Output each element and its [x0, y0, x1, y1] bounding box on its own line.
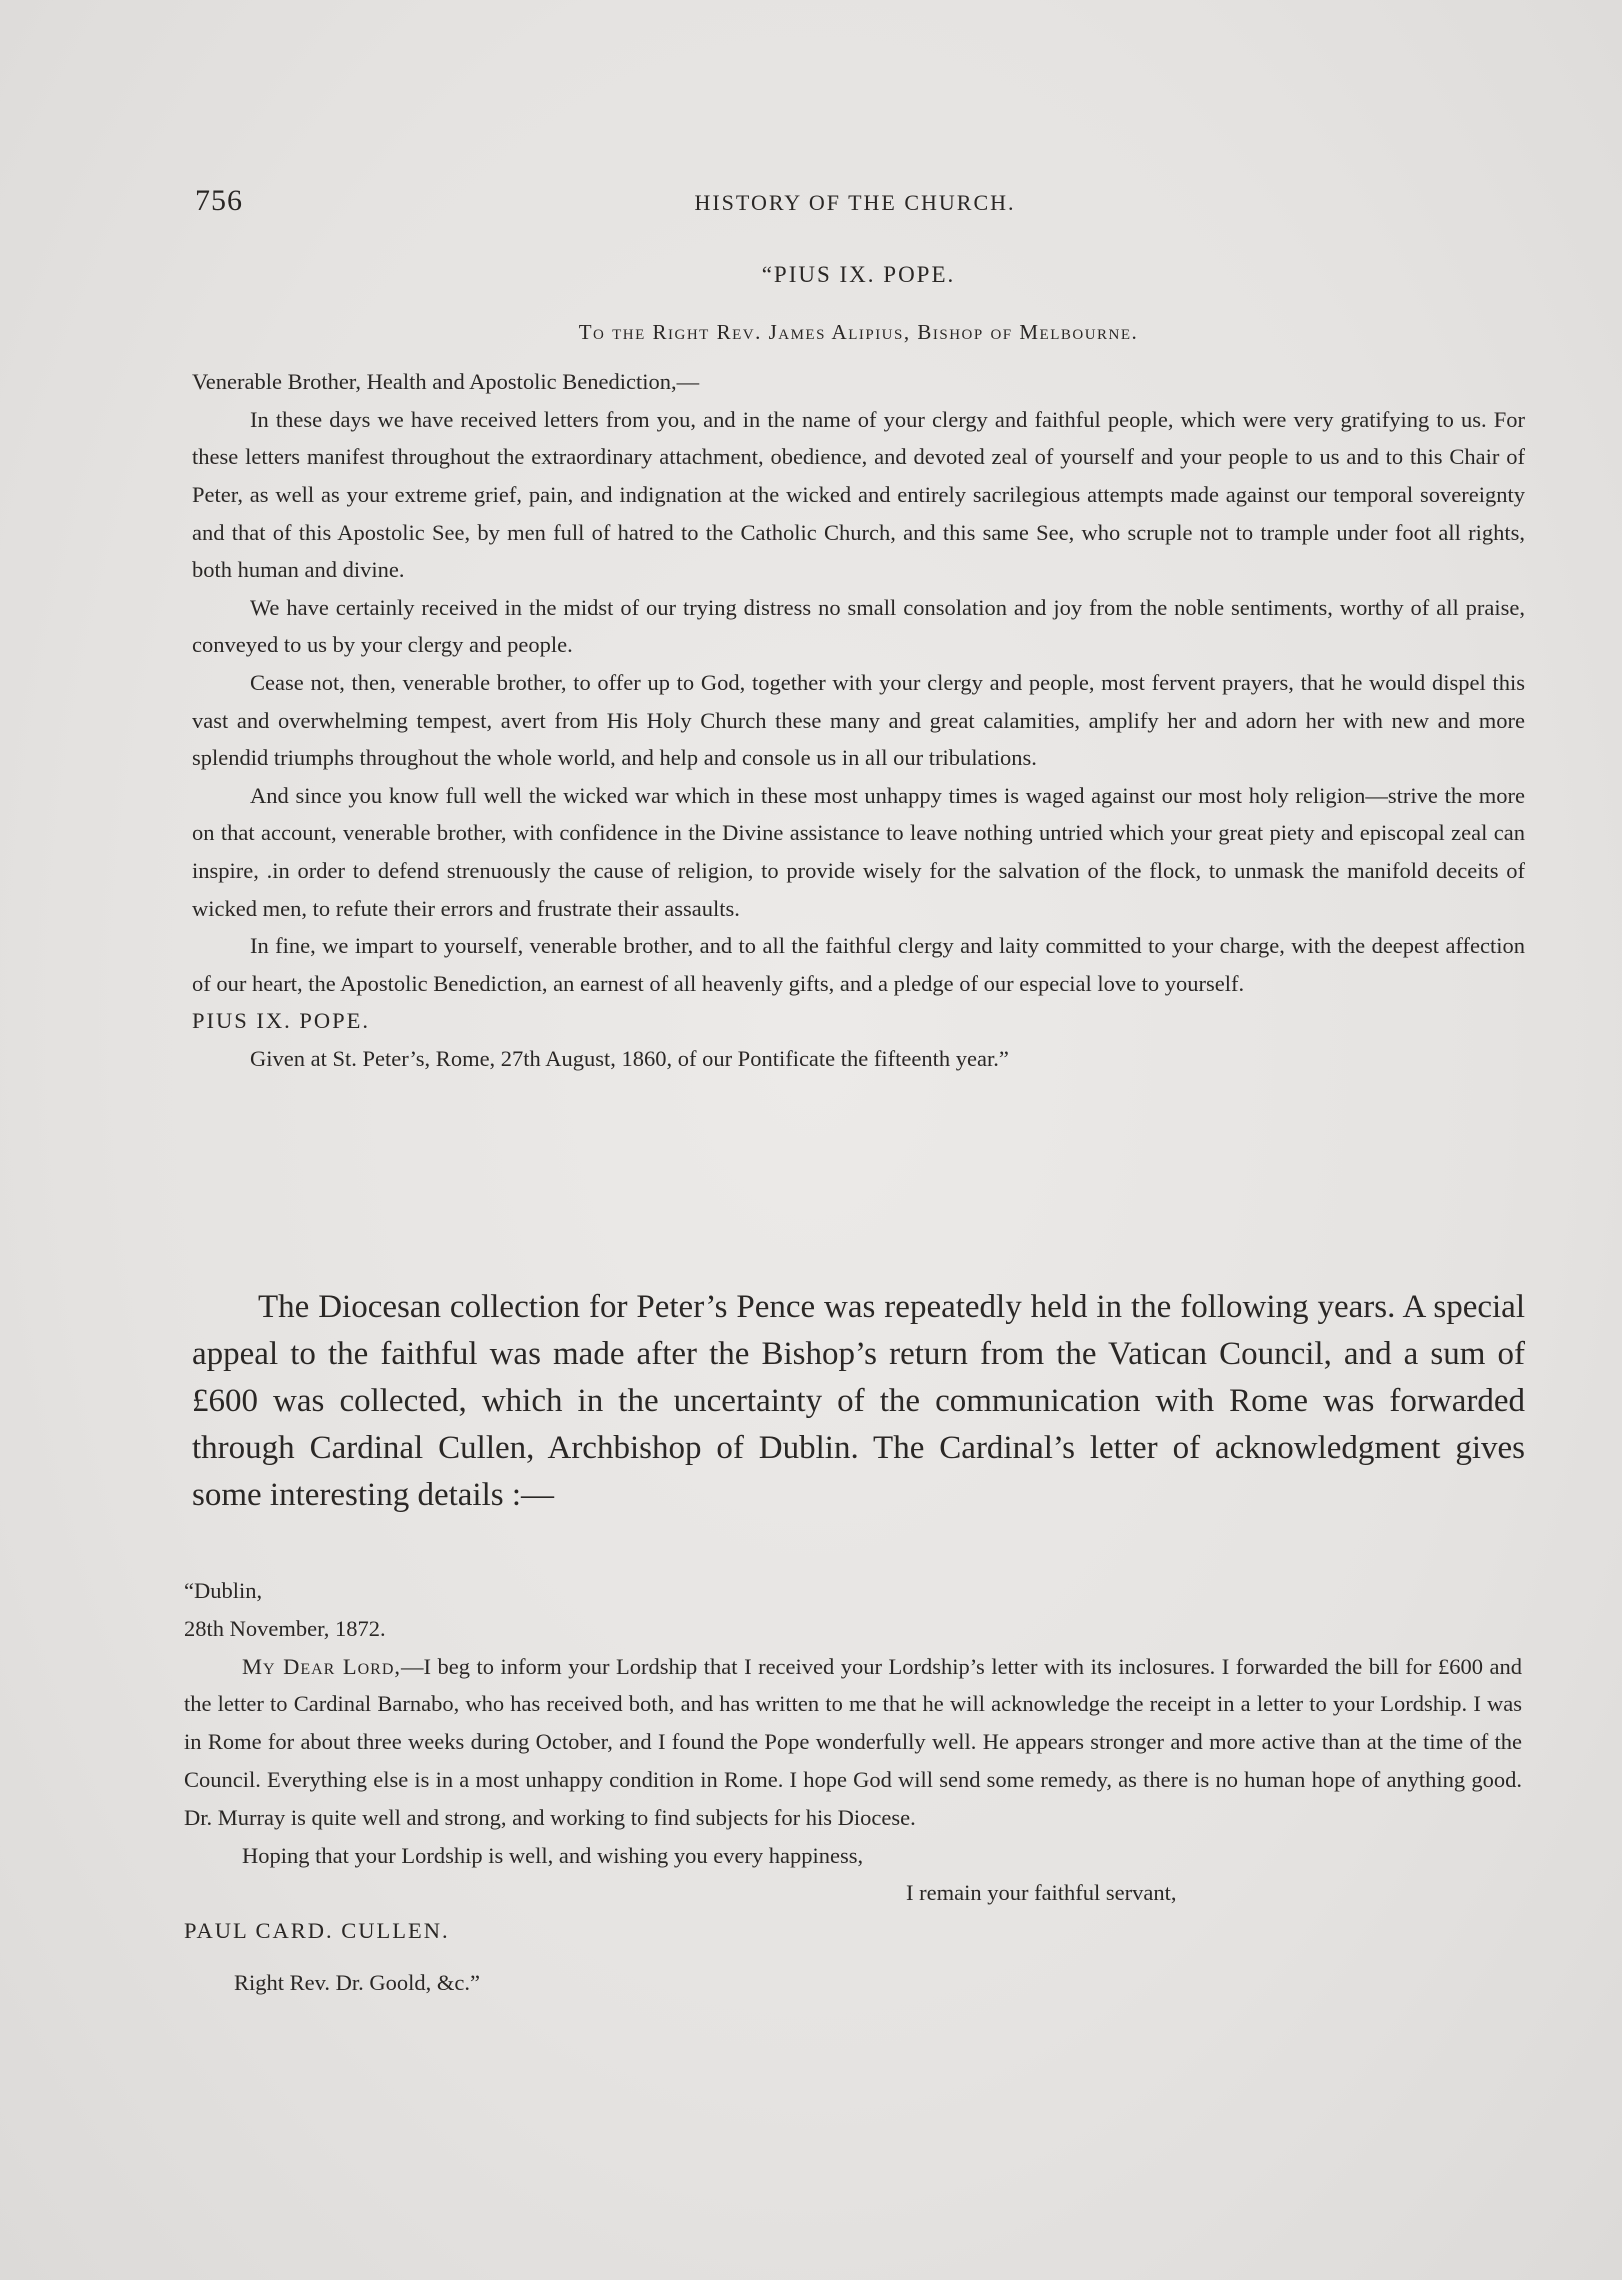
- letter-signature: PAUL CARD. CULLEN.: [184, 1918, 450, 1944]
- letter-signature: PIUS IX. POPE.: [192, 1008, 371, 1034]
- letter-title: “PIUS IX. POPE.: [761, 262, 956, 287]
- letter-paragraph: In fine, we impart to yourself, venerable brother, and to all the faithful clergy and laity committed to your charge, with the deepest affection of our heart, the Apostolic Benediction, an earnest of all heavenly gifts, and a pledge of our especial love to yourself.: [192, 933, 1525, 996]
- letter-date: 28th November, 1872.: [184, 1615, 386, 1641]
- letter-body-text: —I beg to inform your Lordship that I received your Lordship’s letter with its inclosures. I forwarded the bill for £600 and the letter to Cardinal Barnabo, who has received both, and has written to me that he will acknowledge the receipt in a letter to your Lordship. I was in Rome for about three weeks during October, and I found the Pope wonderfully well. He appears stronger and more active than at the time of the Council. Everything else is in a most unhappy condition in Rome. I hope God will send some remedy, as there is no human hope of anything good. Dr. Murray is quite well and strong, and working to find subjects for his Diocese.: [184, 1653, 1522, 1830]
- letter-valediction: I remain your faithful servant,: [906, 1880, 1177, 1906]
- letter-body: [184, 1648, 1522, 1837]
- letter-salutation: My Dear Lord,: [242, 1653, 401, 1679]
- letter-paragraph: In these days we have received letters from you, and in the name of your clergy and faithful people, which were very gratifying to us. For these letters manifest throughout the extraordinary attachment, obedience, and devoted zeal of yourself and your people to us and to this Chair of Peter, as well as your extreme grief, pain, and indignation at the wicked and entirely sacrilegious attempts made against our temporal sovereignty and that of this Apostolic See, by men full of hatred to the Catholic Church, and this same See, who scruple not to trample under foot all rights, both human and divine.: [192, 406, 1525, 583]
- letter-dateline: Given at St. Peter’s, Rome, 27th August, 1860, of our Pontificate the fifteenth year.”: [250, 1045, 1009, 1071]
- letter-paragraph: And since you know full well the wicked war which in these most unhappy times is waged against our most holy religion—strive the more on that account, venerable brother, with confidence in the Divine assistance to leave nothing untried which your great piety and episcopal zeal can inspire, .in order to defend strenuously the cause of religion, to provide wisely for the salvation of the flock, to unmask the manifold deceits of wicked men, to refute their errors and frustrate their assaults.: [192, 782, 1525, 921]
- papal-letter: [192, 256, 1525, 1077]
- letter-paragraph: We have certainly received in the midst of our trying distress no small consolation and joy from the noble sentiments, worthy of all praise, conveyed to us by your clergy and people.: [192, 594, 1525, 658]
- letter-addressee: To the Right Rev. James Alipius, Bishop of Melbourne.: [578, 319, 1139, 344]
- letter-place: “Dublin,: [184, 1578, 263, 1603]
- letter-recipient: Right Rev. Dr. Goold, &c.”: [234, 1969, 481, 1995]
- page-header: [195, 184, 1515, 224]
- narrative-paragraph: The Diocesan collection for Peter’s Pence was repeatedly held in the following years. A special appeal to the faithful was made after the Bishop’s return from the Vatican Council, and a sum of £600 was collected, which in the uncertainty of the communication with Rome was forwarded through Cardinal Cullen, Archbishop of Dublin. The Cardinal’s letter of acknowledgment gives some interesting details :—: [192, 1289, 1525, 1513]
- cullen-letter: [184, 1572, 1522, 2002]
- page-number: 756: [195, 184, 243, 217]
- letter-salutation: Venerable Brother, Health and Apostolic Benediction,—: [192, 369, 700, 395]
- narrative-section: [192, 1284, 1525, 1519]
- running-title: HISTORY OF THE CHURCH.: [694, 190, 1016, 215]
- letter-paragraph: Cease not, then, venerable brother, to offer up to God, together with your clergy and people, most fervent prayers, that he would dispel this vast and overwhelming tempest, avert from His Holy Church these many and great calamities, amplify her and adorn her with new and more splendid triumphs throughout the whole world, and help and console us in all our tribulations.: [192, 669, 1525, 771]
- letter-closing: Hoping that your Lordship is well, and wishing you every happiness,: [242, 1842, 864, 1868]
